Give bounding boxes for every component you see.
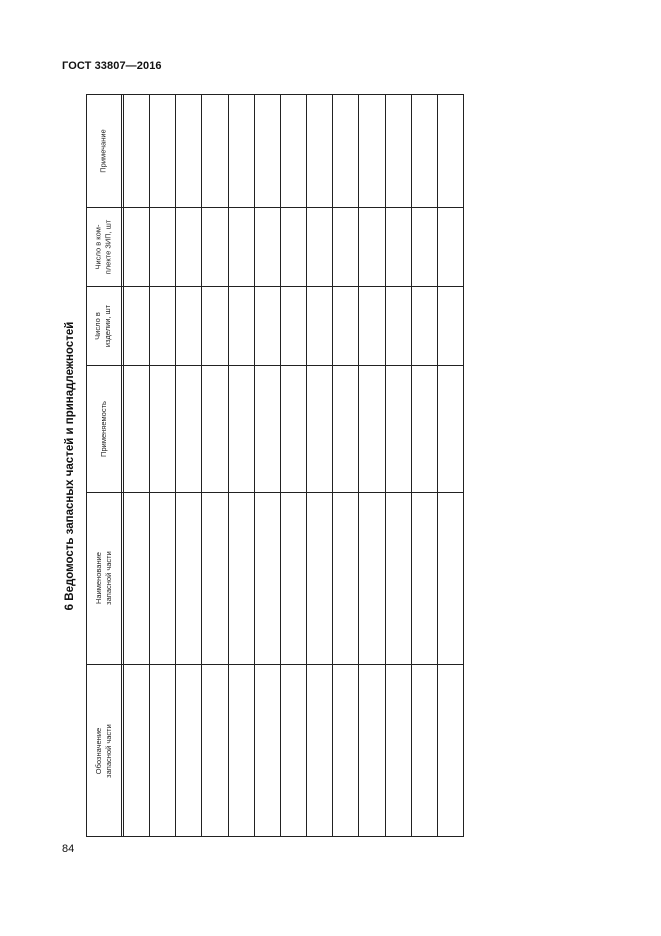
column-label-name: Наименование запасной части bbox=[93, 551, 113, 605]
column-label-note: Примечание bbox=[98, 128, 108, 173]
table-border-top bbox=[86, 94, 464, 95]
row-separator bbox=[411, 94, 412, 837]
column-separator bbox=[86, 207, 464, 208]
header-separator bbox=[121, 94, 122, 837]
section-title: 6 Ведомость запасных частей и принадлежностей bbox=[64, 321, 76, 611]
table-border-left bbox=[86, 94, 87, 837]
table-border-bottom bbox=[86, 836, 464, 837]
table-border-right bbox=[463, 94, 464, 837]
spare-parts-table bbox=[86, 94, 464, 837]
row-separator bbox=[385, 94, 386, 837]
row-separator bbox=[175, 94, 176, 837]
column-separator bbox=[86, 492, 464, 493]
column-header-applicability bbox=[86, 365, 121, 492]
column-label-qty-in-kit: Число в ком- плекте ЗИП, шт bbox=[93, 219, 113, 274]
column-header-designation bbox=[86, 664, 121, 837]
page-number: 84 bbox=[62, 843, 75, 855]
row-separator bbox=[358, 94, 359, 837]
row-separator bbox=[201, 94, 202, 837]
row-separator bbox=[437, 94, 438, 837]
doc-header: ГОСТ 33807—2016 bbox=[62, 60, 162, 72]
row-separator bbox=[306, 94, 307, 837]
column-header-qty-in-kit bbox=[86, 207, 121, 286]
column-header-name bbox=[86, 492, 121, 664]
column-separator bbox=[86, 286, 464, 287]
row-separator bbox=[254, 94, 255, 837]
header-separator bbox=[123, 94, 124, 837]
column-label-qty-in-product: Число в изделии, шт bbox=[93, 304, 113, 347]
column-header-note bbox=[86, 94, 121, 207]
column-separator bbox=[86, 365, 464, 366]
row-separator bbox=[332, 94, 333, 837]
column-separator bbox=[86, 664, 464, 665]
row-separator bbox=[280, 94, 281, 837]
row-separator bbox=[228, 94, 229, 837]
column-label-applicability: Применяемость bbox=[98, 400, 108, 457]
column-header-qty-in-product bbox=[86, 286, 121, 365]
column-label-designation: Обозначение запасной части bbox=[93, 723, 113, 778]
row-separator bbox=[149, 94, 150, 837]
